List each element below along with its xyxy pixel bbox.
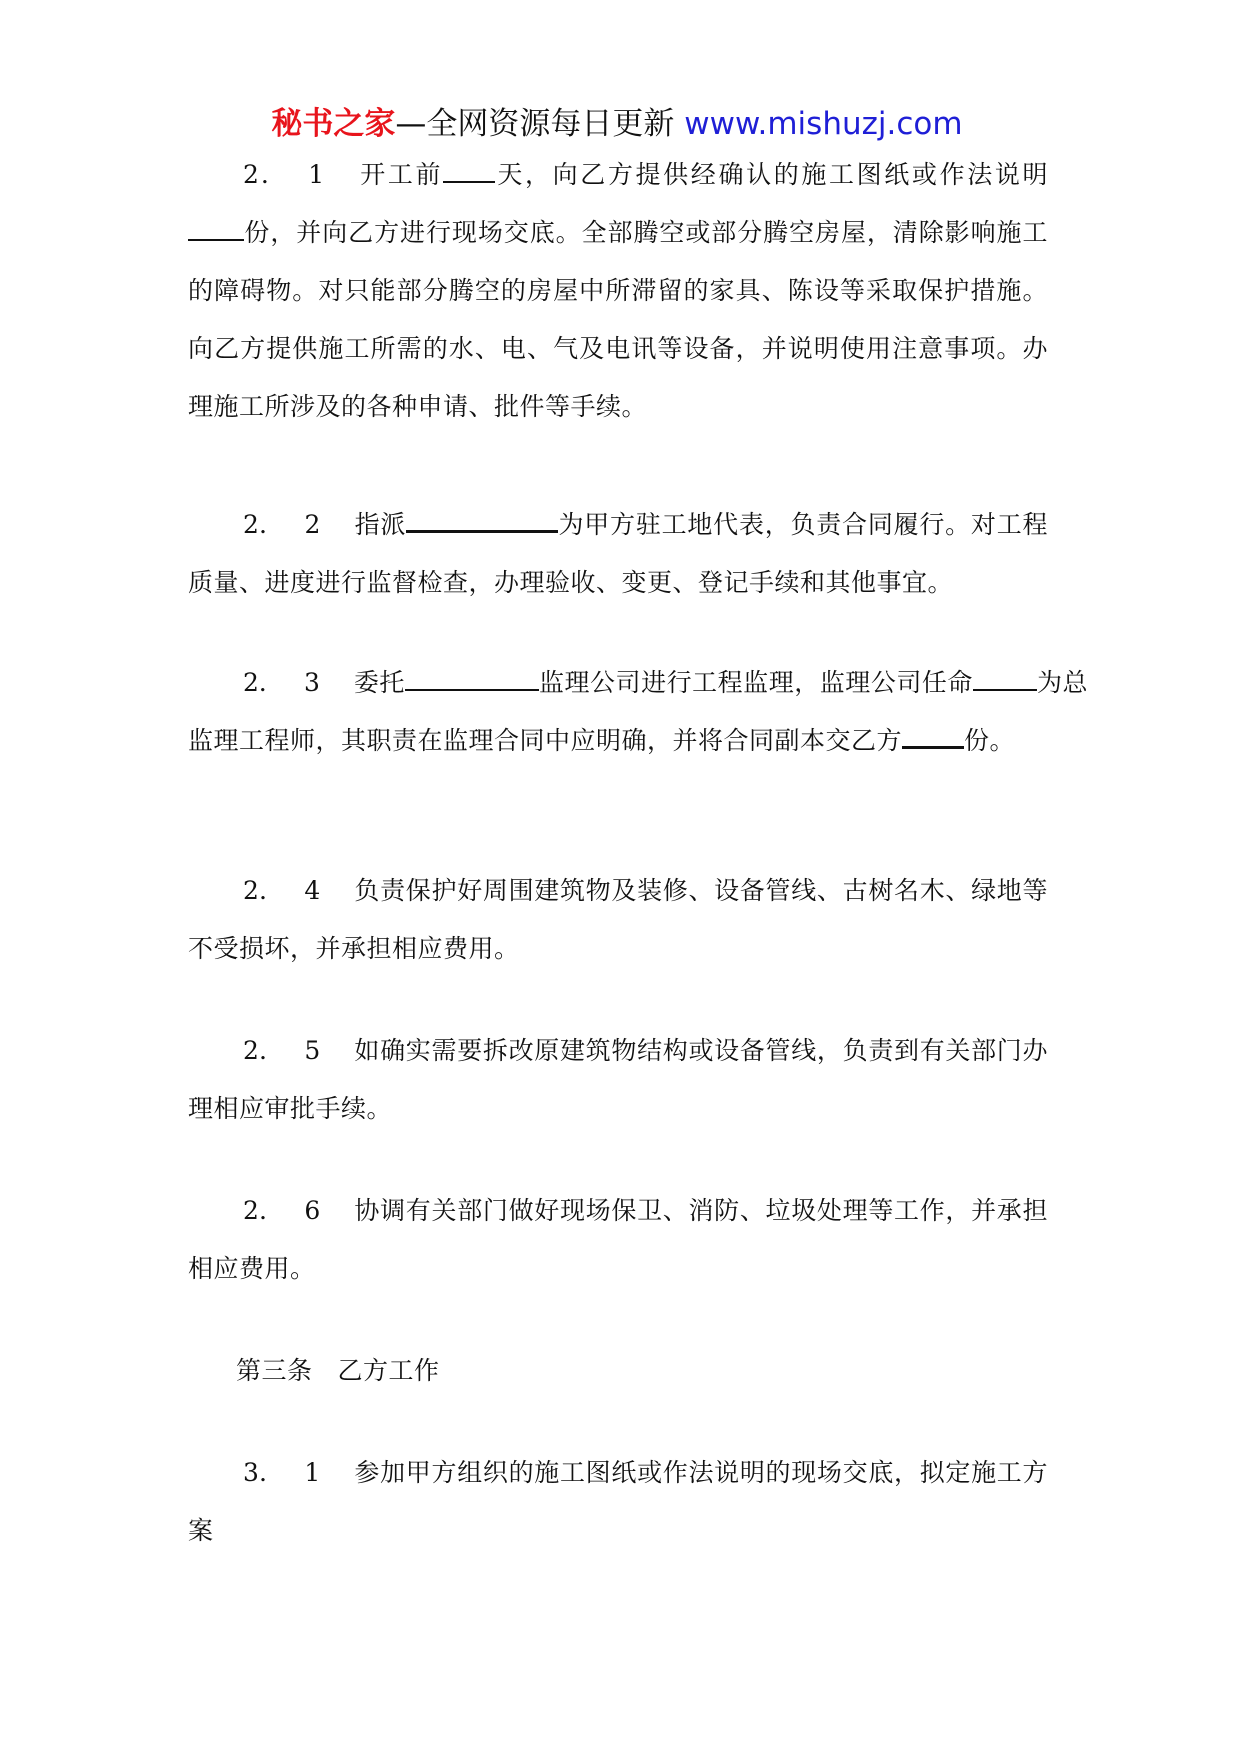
blank-days [443, 157, 495, 183]
clause-number: 2． 5 [243, 1036, 321, 1065]
page-header [0, 104, 1234, 144]
article-number: 第三条 [236, 1356, 313, 1385]
clause-2-1: 2． 1 开工前 天，向乙方提供经确认的施工图纸或作法说明份，并向乙方进行现场交底。全部腾空或部分腾空房屋，清除影响施工的障碍物。对只能部分腾空的房屋中所滞留的家具、陈设等采取保护措施。向乙方提供施工所需的水、电、气及电讯等设备，并说明使用注意事项。办理施工所涉及的各种申请、批件等手续。 [188, 146, 1048, 436]
header-tagline: 全网资源每日更新 [426, 106, 685, 142]
header-separator: — [395, 106, 427, 142]
article-title: 乙方工作 [337, 1356, 440, 1385]
clause-number: 2． 4 [243, 876, 321, 905]
blank-representative [406, 506, 558, 533]
blank-supervisor-company [405, 665, 539, 691]
clause-2-6: 2． 6 协调有关部门做好现场保卫、消防、垃圾处理等工作，并承担相应费用。 [188, 1196, 1049, 1283]
document-body [188, 146, 1088, 1560]
clause-2-5: 2． 5 如确实需要拆改原建筑物结构或设备管线，负责到有关部门办理相应审批手续。 [188, 1036, 1049, 1123]
clause-3-1: 3． 1 参加甲方组织的施工图纸或作法说明的现场交底，拟定施工方案 [188, 1458, 1049, 1545]
header-url[interactable]: www.mishuzj.com [684, 106, 963, 142]
article-3-heading [188, 1342, 1048, 1400]
clause-2-3: 2． 3 委托 监理公司进行工程监理，监理公司任命 为总监理工程师，其职责在监理合同中应明确，并将合同副本交乙方 份。 [188, 654, 1088, 770]
blank-chief-engineer [973, 665, 1037, 691]
clause-number: 2． 3 [243, 668, 320, 697]
header-brand: 秘书之家 [271, 106, 396, 142]
clause-number: 2． 2 [243, 510, 321, 539]
clause-number: 2． 1 [243, 160, 325, 189]
clause-2-2: 2． 2 指派 为甲方驻工地代表，负责合同履行。对工程质量、进度进行监督检查，办理验收、变更、登记手续和其他事宜。 [188, 496, 1048, 612]
blank-contract-copies [902, 722, 964, 749]
blank-copies [188, 215, 244, 241]
clause-number: 3． 1 [243, 1458, 321, 1487]
clause-2-4: 2． 4 负责保护好周围建筑物及装修、设备管线、古树名木、绿地等不受损坏，并承担相应费用。 [188, 876, 1049, 963]
clause-number: 2． 6 [243, 1196, 321, 1225]
